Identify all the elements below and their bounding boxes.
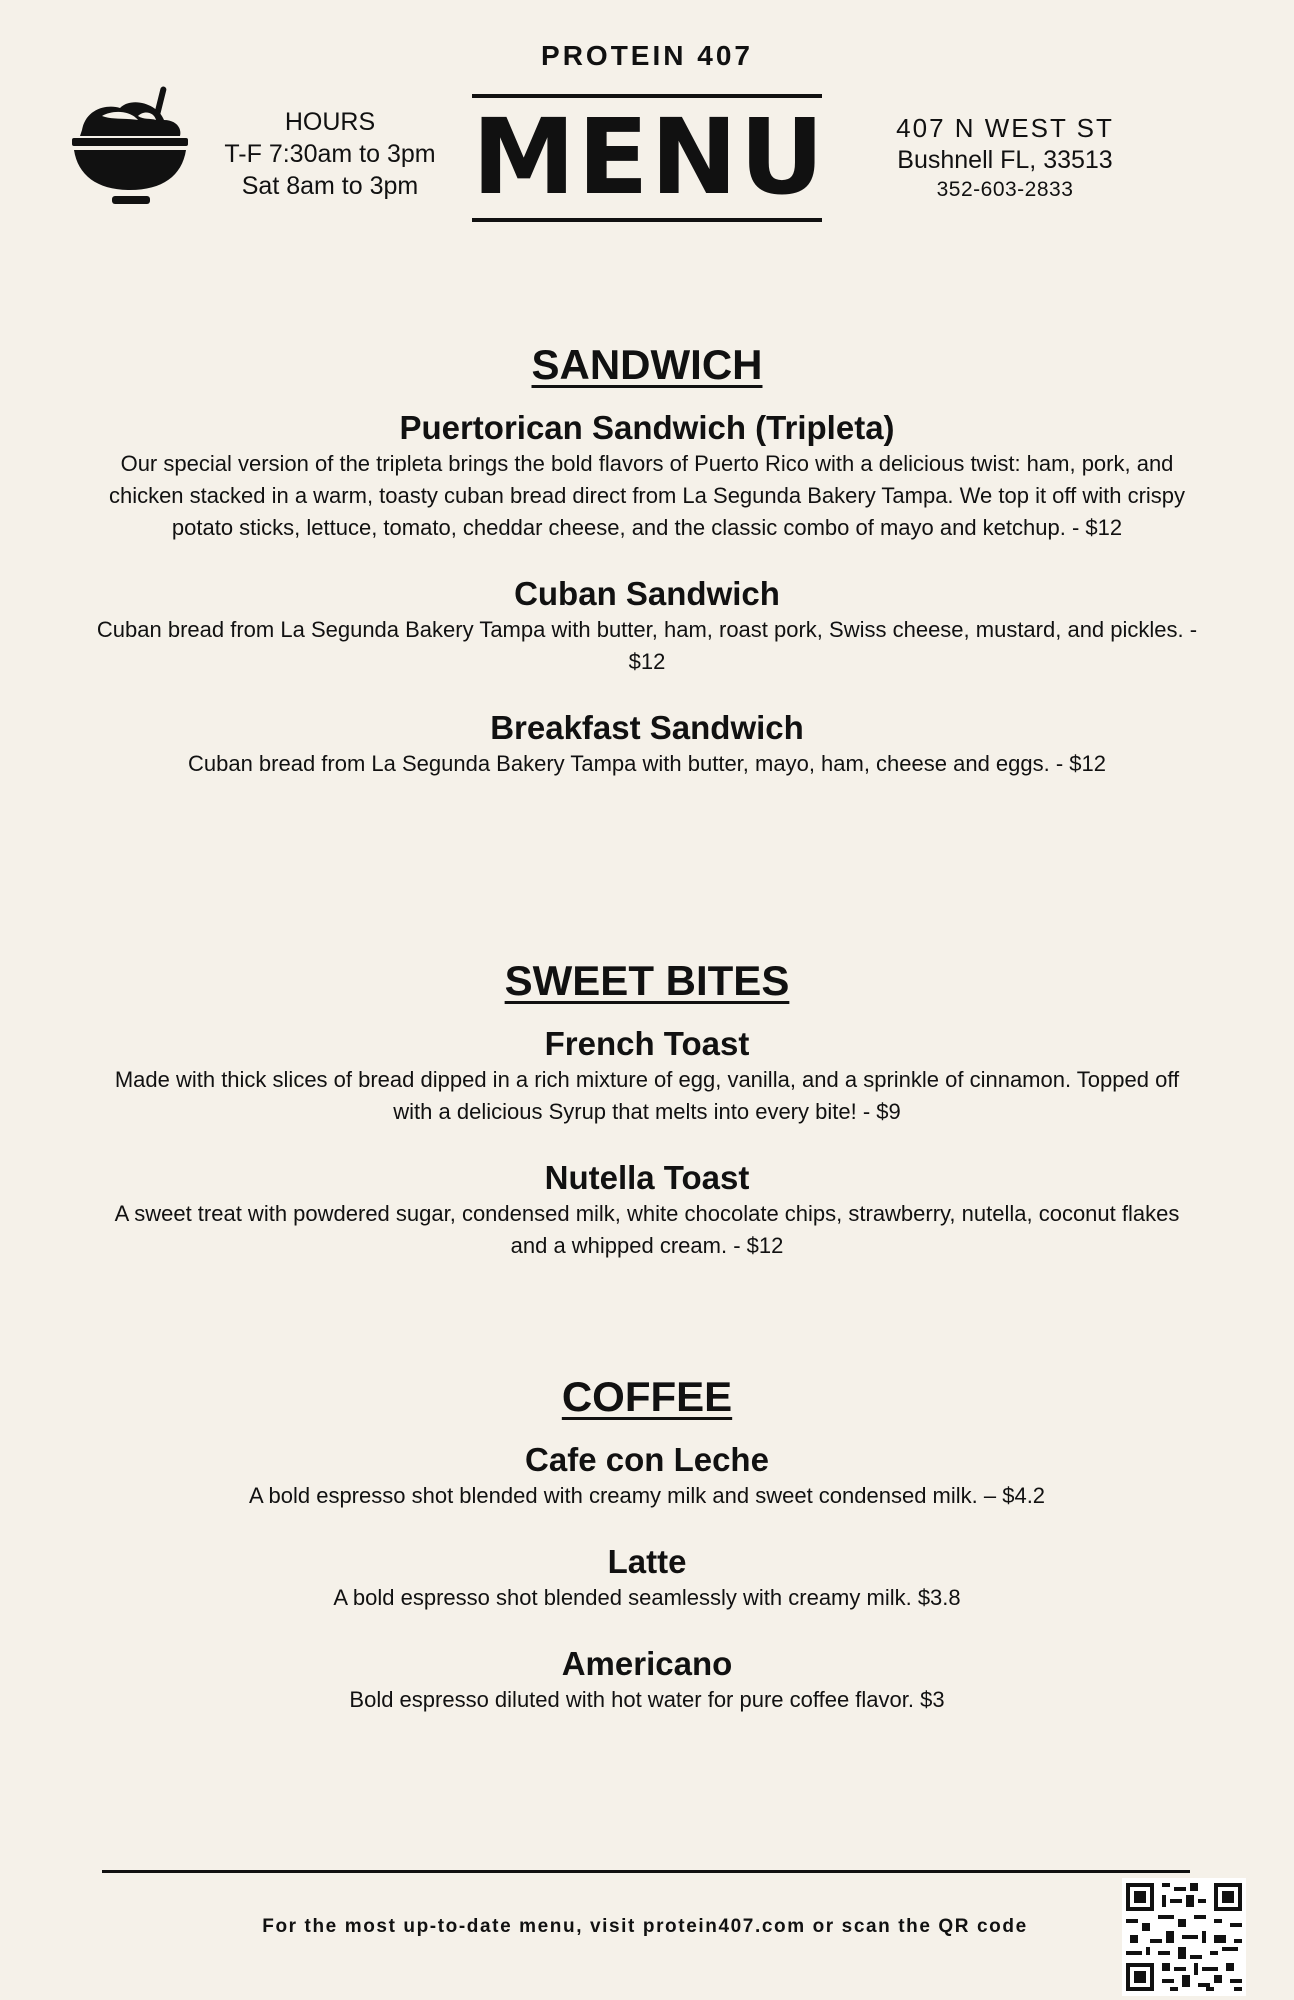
section-title: SANDWICH [531, 341, 763, 388]
hours-block [190, 106, 470, 202]
address-street: 407 N WEST ST [896, 113, 1114, 143]
item-name: Nutella Toast [544, 1159, 750, 1196]
item-description: Cuban bread from La Segunda Bakery Tampa with butter, mayo, ham, cheese and eggs. - $12 [187, 751, 1107, 776]
menu-item [90, 574, 1204, 678]
item-description: Cuban bread from La Segunda Bakery Tampa with butter, ham, roast pork, Swiss cheese, mustard, and pickles. - $12 [96, 617, 1198, 674]
hours-label: HOURS [284, 108, 376, 136]
item-name: Americano [561, 1645, 733, 1682]
item-name: Puertorican Sandwich (Tripleta) [399, 409, 895, 446]
phone-number: 352-603-2833 [936, 178, 1074, 201]
section-title: COFFEE [561, 1373, 733, 1420]
menu-item [90, 1024, 1204, 1128]
item-name: Latte [607, 1543, 687, 1580]
section-sandwich [90, 340, 1204, 810]
qr-code-icon[interactable] [1122, 1878, 1246, 1996]
hours-saturday: Sat 8am to 3pm [241, 172, 419, 200]
footer-divider [102, 1870, 1190, 1873]
menu-item [90, 1542, 1204, 1614]
item-description: Made with thick slices of bread dipped in a rich mixture of egg, vanilla, and a sprinkle of cinnamon. Topped off with a delicious Syrup that melts into every bite! - $9 [114, 1067, 1180, 1124]
item-name: Breakfast Sandwich [490, 709, 804, 746]
address-city: Bushnell FL, 33513 [897, 146, 1113, 174]
item-name: Cuban Sandwich [514, 575, 780, 612]
brand-name: PROTEIN 407 [541, 40, 753, 71]
hours-weekday: T-F 7:30am to 3pm [224, 140, 436, 168]
item-description: A bold espresso shot blended with creamy milk and sweet condensed milk. – $4.2 [248, 1483, 1046, 1508]
item-name: Cafe con Leche [525, 1441, 769, 1478]
menu-item [90, 1158, 1204, 1262]
menu-item [90, 708, 1204, 780]
footer-note: For the most up-to-date menu, visit protein407.com or scan the QR code [262, 1916, 1028, 1937]
item-description: A sweet treat with powdered sugar, condensed milk, white chocolate chips, strawberry, nutella, coconut flakes and a whipped cream. - $12 [114, 1201, 1180, 1258]
menu-item [90, 1644, 1204, 1716]
section-coffee [90, 1372, 1204, 1746]
address-block [860, 112, 1150, 204]
bowl-icon [72, 86, 188, 210]
menu-header [0, 0, 1294, 260]
item-description: A bold espresso shot blended seamlessly with creamy milk. $3.8 [333, 1585, 961, 1610]
section-sweet-bites [90, 956, 1204, 1292]
item-description: Our special version of the tripleta brings the bold flavors of Puerto Rico with a delicious twist: ham, pork, and chicken stacked in a warm, toasty cuban bread direct from La Segunda Bakery Tampa. We top it off with crispy potato sticks, lettuce, tomato, cheddar cheese, and the classic combo of mayo and ketchup. - $12 [108, 451, 1186, 540]
menu-title: MENU [472, 94, 822, 222]
menu-item [90, 408, 1204, 544]
section-title: SWEET BITES [504, 957, 790, 1004]
item-name: French Toast [544, 1025, 750, 1062]
menu-item [90, 1440, 1204, 1512]
item-description: Bold espresso diluted with hot water for pure coffee flavor. $3 [349, 1687, 945, 1712]
